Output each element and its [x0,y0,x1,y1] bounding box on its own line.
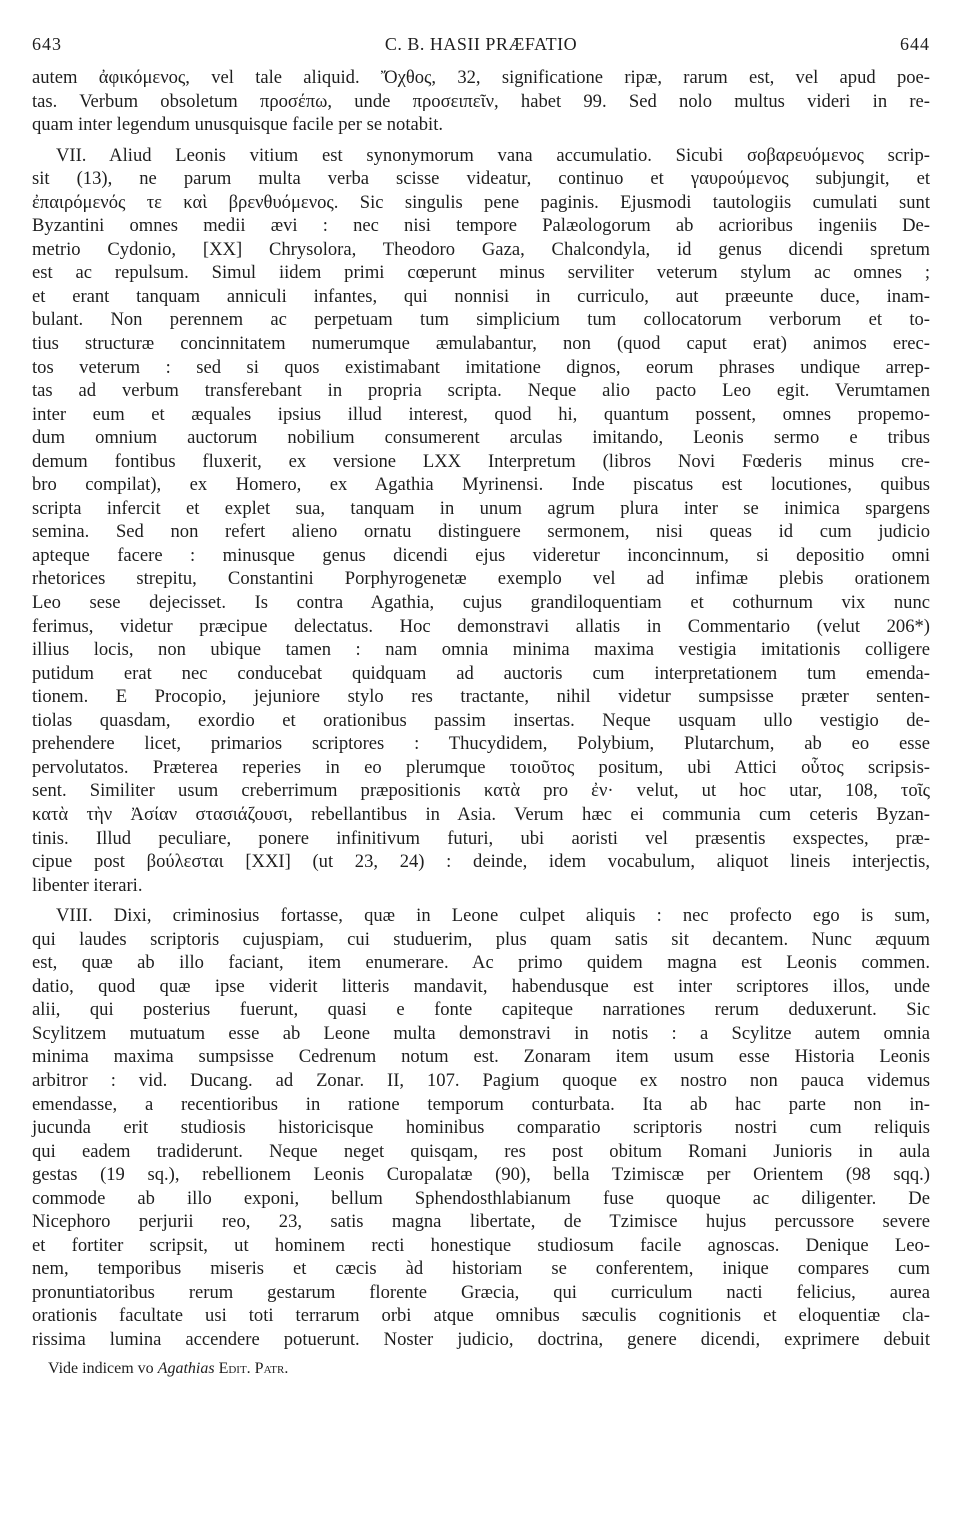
footnote-abbr: Edit. Patr. [214,1359,289,1377]
text-line: libenter iterari. [32,874,143,896]
book-page [32,30,930,1380]
text-line: sit (13), ne parum multa verba scisse videatur, continuo et γαυρούμενος subjungit, et [32,168,930,190]
text-line: Leo sese dejecisset. Is contra Agathia, cujus grandiloquentiam et cothurnum vix nunc [32,592,930,614]
text-line: est ac repulsum. Simul iidem primi cœperunt minus serviliter veterum stylum ac omnes ; [32,262,930,284]
text-line: VIII. Dixi, criminosius fortasse, quæ in Leone culpet aliquis : nec profecto ego is sum, [56,905,930,927]
text-line: arbitror : vid. Ducang. ad Zonar. II, 107. Pagium quoque ex nostro non pauca videmus [32,1069,930,1091]
footnote-name: Agathias [157,1359,215,1377]
text-line: inter eum et æquales ipsius illud interest, quod hi, quantum possent, omnes propemo- [32,403,930,425]
text-line: sent. Similiter usum creberrimum præpositionis κατὰ pro ἐν· velut, ut hoc utar, 108, τοῖς [32,780,930,802]
footnote-lead: Vide indicem vo [48,1359,158,1377]
text-line: autem ἀφικόμενος, vel tale aliquid. Ὄχθος, 32, significatione ripæ, rarum est, vel apud poe- [32,67,930,88]
text-line: est, quæ ab illo faciant, item enumerare. Ac primo quidem magna est Leonis commen. [32,952,930,974]
text-line: κατὰ τὴν Ἀσίαν στασιάζουσι, rebellantibus in Asia. Verum hæc ei communia cum ceteris Byzan- [32,803,930,825]
text-line: et erant tanquam anniculi infantes, qui nonnisi in curriculo, aut præeunte duce, inam- [32,285,930,307]
body-text [32,66,930,1352]
running-title: C. B. HASII PRÆFATIO [384,34,578,54]
text-line: rissima lumina accendere potuerunt. Noster judicio, doctrina, genere dicendi, exprimere debuit [32,1328,930,1350]
text-line: minima maxima sumpsisse Cedrenum notum est. Zonaram item usum esse Historia Leonis [32,1046,930,1068]
text-line: quam inter legendum unusquisque facile per se notabit. [32,114,444,136]
text-line: datio, quod quæ ipse viderit litteris mandavit, habendusque est inter scriptores illos, unde [32,975,930,997]
text-line: dum omnium auctorum nobilium consumerent arculas imitando, Leonis sermo e tribus [32,427,930,449]
text-line: rhetorices strepitu, Constantini Porphyrogenetæ exemplo vel ad infimæ plebis orationem [32,568,930,590]
page-number-right: 644 [900,34,930,54]
text-line: illius locis, non ubique tamen : nam omnia minima maxima vestigia imitationis colligere [32,639,930,661]
text-line: alii, qui posterius fuerunt, quasi e fonte capiteque narrationes rerum deduxerunt. Sic [32,999,930,1021]
text-line: Byzantini omnes medii ævi : nec nisi tempore Palæologorum ab acrioribus ingeniis De- [32,215,930,237]
text-line: tas ad verbum transferebant in propria scripta. Neque alio pacto Leo egit. Verumtamen [32,380,930,402]
text-line: nem, temporibus miseris et cæcis àd historiam se conferentem, inique compares cum [32,1258,930,1280]
text-line: qui laudes scriptoris cujuspiam, cui studuerim, plus quam satis sit decantem. Nunc æquum [32,928,930,950]
text-line: tius structuræ concinnitatem numerumque æmulabantur, non (quod caput erat) animos erec- [32,333,930,355]
text-line: gestas (19 sq.), rebellionem Leonis Curopalatæ (90), bella Tzimiscæ per Orientem (98 sqq.) [32,1164,930,1186]
text-line: scripta infercit et explet sua, tanquam in unum agrum plura inter se inimica spargens [32,497,930,519]
text-line: ferimus, videtur præcipue delectatus. Hoc demonstravi allatis in Commentario (velut 206*) [32,615,930,637]
text-line: tinis. Illud peculiare, ponere infinitivum futuri, ubi aoristi vel præsentis exspectes, præ- [32,827,930,849]
text-line: Nicephoro perjurii reo, 23, satis magna libertate, de Tzimisce hujus percussore severe [32,1211,930,1233]
running-head [32,30,930,58]
text-line: VII. Aliud Leonis vitium est synonymorum vana accumulatio. Sicubi σοβαρευόμενος scrip- [56,144,930,166]
text-line: bulant. Non perennem ac perpetuam tum simplicium tum collocatorum verborum et to- [32,309,930,331]
text-line: tos veterum : sed si quos existimabant imitatione dignos, eorum phrases undique arrep- [32,356,930,378]
text-line: cipue post βούλεσται [XXI] (ut 23, 24) : deinde, idem vocabulum, aliquot lineis interjectis, [32,851,930,873]
text-line: semina. Sed non refert alieno ornatu distinguere sermonem, nisi queas id cum judicio [32,521,930,543]
text-line: metrio Cydonio, [XX] Chrysolora, Theodoro Gaza, Chalcondyla, id genus dicendi spretum [32,238,930,260]
text-line: orationis facultate usi toti terrarum orbi atque omnibus sæculis cognitionis et eloquentiæ cla- [32,1305,930,1327]
text-line: bro compilat), ex Homero, ex Agathia Myrinensi. Inde piscatus est locutiones, quibus [32,474,930,496]
text-line: apteque facere : minusque genus dicendi ejus videretur inconcinnum, si depositio omni [32,544,930,566]
text-line: demum fontibus fluxerit, ex versione LXX Interpretum (libros Novi Fœderis minus cre- [32,450,930,472]
text-line: tiolas quasdam, exordio et orationibus passim insertas. Neque usquam ullo vestigio de- [32,709,930,731]
text-line: pronuntiatoribus rerum gestarum florente Græcia, qui curriculum nacti felicius, aurea [32,1281,930,1303]
text-line: emendasse, a recentioribus in ratione temporum conturbata. Ita ab hac parte non in- [32,1093,930,1115]
text-line: tas. Verbum obsoletum προσέπω, unde προσειπεῖν, habet 99. Sed nolo multus videri in re- [32,90,930,112]
text-line: tionem. E Procopio, jejuniore stylo res tractante, nihil videtur sumpsisse præter senten- [32,686,930,708]
page-number-left: 643 [32,34,62,54]
footnote [48,1358,930,1380]
text-line: Scylitzem mutuatum esse ab Leone multa demonstravi in notis : a Scylitze autem omnia [32,1022,930,1044]
text-line: putidum erat nec conducebat quidquam ad auctoris cum interpretationem tum emenda- [32,662,930,684]
text-line: qui eadem tradiderunt. Neque neget quisqam, res post obitum Romani Junioris in aula [32,1140,930,1162]
text-line: jucunda erit studiosis historicisque hominibus comparatio scriptoris nostri cum reliquis [32,1117,930,1139]
text-line: pervolutatos. Præterea reperies in eo plerumque τοιοῦτος positum, ubi Attici οὗτος scripsis- [32,756,930,778]
text-line: et fortiter scripsit, ut hominem recti honestique studiosum facile agnoscas. Denique Leo- [32,1234,930,1256]
text-line: prehendere licet, primarios scriptores : Thucydidem, Polybium, Plutarchum, ab eo esse [32,733,930,755]
text-line: ἐπαιρόμενός τε καὶ βρενθυόμενος. Sic singulis pene paginis. Ejusmodi tautologiis cumulati sunt [32,191,930,213]
text-line: commode ab illo exponi, bellum Sphendosthlabianum fuse quoque ac diligenter. De [32,1187,930,1209]
